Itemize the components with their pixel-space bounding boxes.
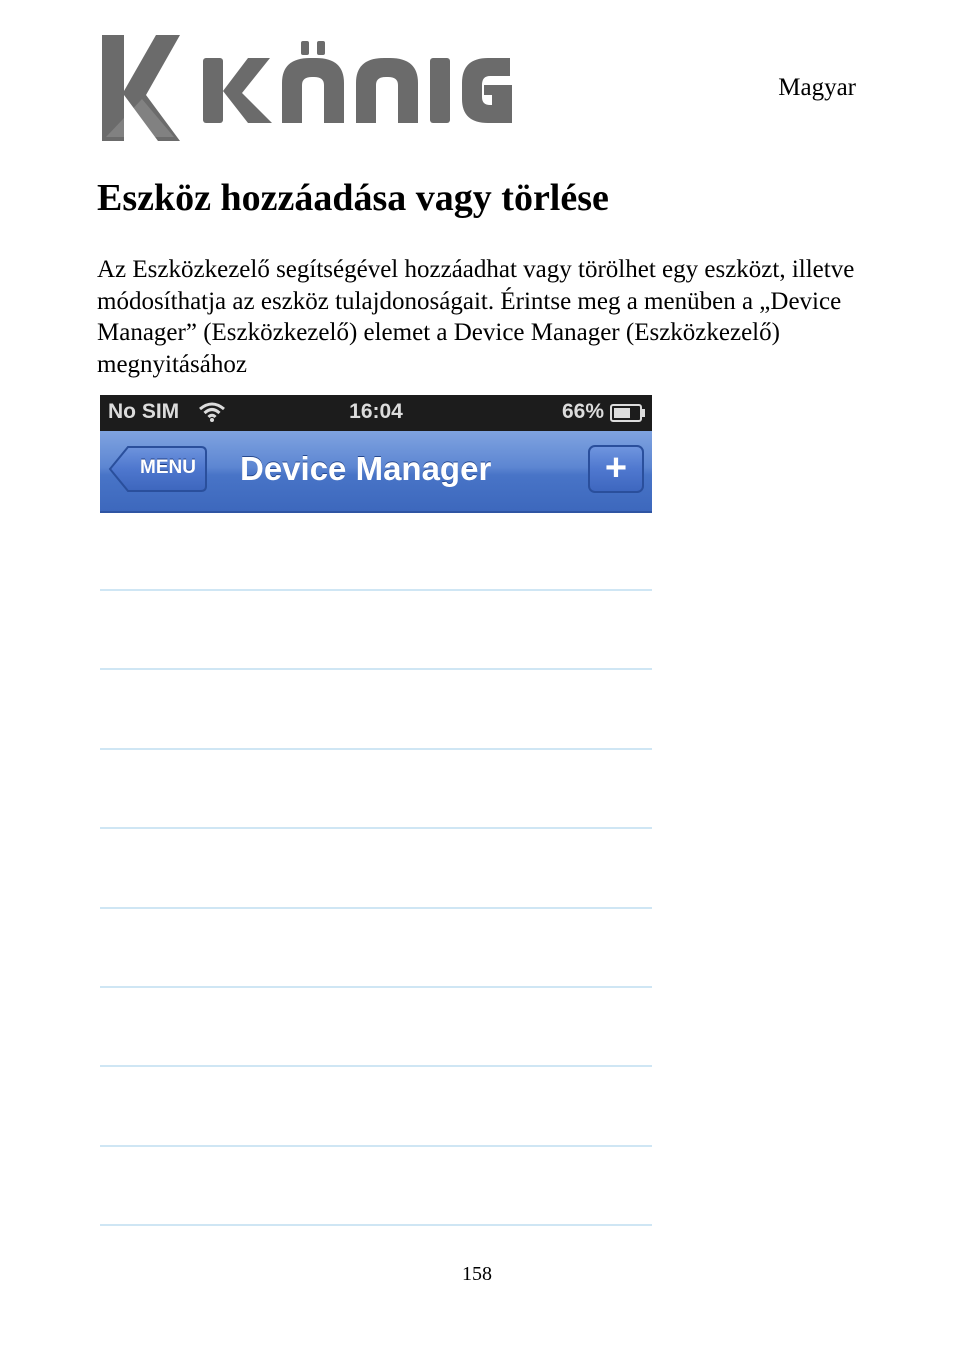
nav-bar xyxy=(100,431,652,513)
device-list xyxy=(100,513,652,1226)
page-number: 158 xyxy=(462,1263,492,1285)
battery-icon xyxy=(610,404,646,428)
list-row[interactable] xyxy=(100,829,652,908)
list-row[interactable] xyxy=(100,988,652,1067)
list-row[interactable] xyxy=(100,1067,652,1146)
list-row[interactable] xyxy=(100,513,652,591)
konig-emblem xyxy=(102,35,180,141)
list-row[interactable] xyxy=(100,1147,652,1226)
list-row[interactable] xyxy=(100,591,652,670)
battery-percent: 66% xyxy=(561,400,604,423)
konig-wordmark xyxy=(203,41,512,123)
intro-paragraph: Az Eszközkezelő segítségével hozzáadhat vagy törölhet egy eszközt, illetve módosíthatja az eszköz tulajdonoságait. Érintse meg a menüben a „Device Manager” (Eszközkezelő) elemet a Device Manager (Eszközkezelő) megnyitásához xyxy=(97,256,855,378)
konig-logo xyxy=(98,33,518,145)
carrier-label: No SIM xyxy=(108,400,180,423)
add-device-button[interactable]: + xyxy=(588,445,644,493)
list-row[interactable] xyxy=(100,750,652,829)
section-title: Eszköz hozzáadása vagy törlése xyxy=(97,177,609,219)
status-bar xyxy=(100,395,652,431)
clock: 16:04 xyxy=(349,400,403,423)
menu-button-label: MENU xyxy=(140,457,196,478)
list-row[interactable] xyxy=(100,909,652,988)
nav-title: Device Manager xyxy=(240,450,492,487)
language-label: Magyar xyxy=(778,74,856,101)
menu-back-button[interactable] xyxy=(108,445,208,493)
device-manager-screenshot xyxy=(100,395,652,1226)
list-row[interactable] xyxy=(100,670,652,749)
